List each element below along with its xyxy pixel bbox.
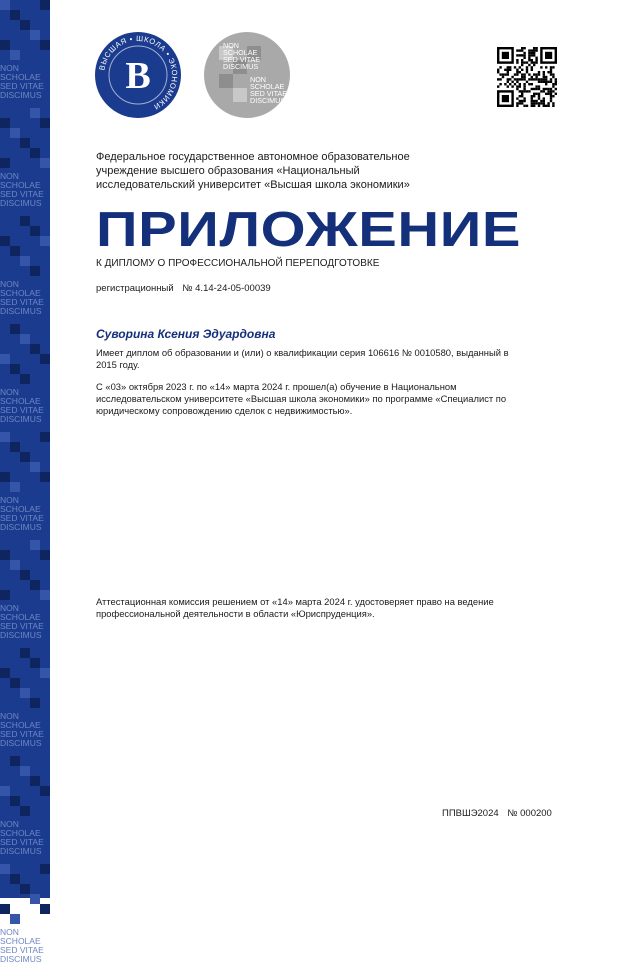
strip-block — [10, 756, 20, 766]
strip-block — [40, 864, 50, 874]
strip-block — [20, 884, 30, 894]
commission-paragraph: Аттестационная комиссия решением от «14» марта 2024 г. удостоверяет право на ведение профессиональной деятельности в области «Юриспруденция». — [96, 596, 494, 619]
strip-motto: NON SCHOLAE SED VITAE DISCIMUS — [0, 495, 44, 532]
strip-block — [20, 452, 30, 462]
strip-block — [30, 30, 40, 40]
strip-block — [30, 776, 40, 786]
education-paragraph: Имеет диплом об образовании и (или) о квалификации серия 106616 № 0010580, выданный в 2015 году. — [96, 347, 509, 370]
strip-block — [20, 766, 30, 776]
strip-block — [10, 10, 20, 20]
strip-block — [20, 688, 30, 698]
serial-line — [442, 808, 552, 819]
strip-block — [20, 334, 30, 344]
strip-block — [30, 462, 40, 472]
strip-block — [30, 226, 40, 236]
hse-monogram: В — [125, 55, 151, 97]
strip-block — [30, 658, 40, 668]
decorative-side-strip — [0, 0, 50, 964]
strip-block — [30, 894, 40, 904]
strip-block — [0, 864, 10, 874]
strip-block — [0, 158, 10, 168]
logos — [95, 32, 295, 118]
holder-name: Суворина Ксения Эдуардовна — [96, 327, 276, 341]
strip-motto: NON SCHOLAE SED VITAE DISCIMUS — [0, 387, 44, 424]
strip-block — [10, 128, 20, 138]
strip-block — [20, 256, 30, 266]
registration-line — [96, 283, 271, 294]
strip-block — [10, 914, 20, 924]
strip-block — [40, 354, 50, 364]
training-paragraph: С «03» октября 2023 г. по «14» марта 2024 г. прошел(а) обучение в Национальном исследовательском университете «Высшая школа экономики» по программе «Специалист по юридическому сопровождению сделок с недвижимостью». — [96, 381, 507, 416]
document-title: ПРИЛОЖЕНИЕ — [96, 203, 522, 257]
strip-block — [40, 668, 50, 678]
qr-code — [497, 47, 557, 107]
strip-block — [10, 796, 20, 806]
strip-block — [40, 786, 50, 796]
strip-block — [30, 148, 40, 158]
registration-label: регистрационный — [96, 283, 174, 294]
hse-ring-text: ВЫСШАЯ • ШКОЛА • ЭКОНОМИКИ — [97, 33, 180, 112]
strip-block — [0, 0, 10, 10]
strip-block — [0, 40, 10, 50]
strip-block — [40, 40, 50, 50]
strip-block — [10, 324, 20, 334]
strip-motto: NON SCHOLAE SED VITAE DISCIMUS — [0, 63, 44, 100]
strip-block — [0, 354, 10, 364]
strip-block — [0, 236, 10, 246]
serial-series: ППВШЭ2024 — [442, 808, 499, 819]
strip-block — [20, 216, 30, 226]
strip-block — [0, 590, 10, 600]
strip-block — [20, 648, 30, 658]
registration-number: № 4.14-24-05-00039 — [182, 283, 271, 294]
svg-text:NONSCHOLAESED VITAEDISCIMUS: NON SCHOLAE SED VITAE DISCIMUS — [250, 75, 288, 105]
serial-number: № 000200 — [507, 808, 552, 819]
strip-block — [10, 364, 20, 374]
strip-block — [10, 482, 20, 492]
strip-block — [20, 20, 30, 30]
strip-block — [10, 678, 20, 688]
strip-block — [30, 698, 40, 708]
strip-block — [10, 874, 20, 884]
strip-block — [0, 118, 10, 128]
strip-block — [20, 138, 30, 148]
strip-block — [0, 904, 10, 914]
organization-name: Федеральное государственное автономное образовательное учреждение высшего образования «Национальный исследовательский университет «Высшая школа экономики» — [96, 151, 410, 191]
strip-block — [10, 560, 20, 570]
strip-block — [40, 158, 50, 168]
strip-block — [40, 432, 50, 442]
strip-block — [30, 266, 40, 276]
strip-motto: NON SCHOLAE SED VITAE DISCIMUS — [0, 171, 44, 208]
strip-block — [40, 590, 50, 600]
strip-block — [40, 118, 50, 128]
strip-block — [0, 786, 10, 796]
strip-block — [40, 550, 50, 560]
strip-block — [20, 570, 30, 580]
strip-block — [0, 668, 10, 678]
strip-block — [0, 432, 10, 442]
strip-block — [0, 550, 10, 560]
strip-block — [0, 472, 10, 482]
strip-motto: NON SCHOLAE SED VITAE DISCIMUS — [0, 711, 44, 748]
strip-motto: NON SCHOLAE SED VITAE DISCIMUS — [0, 927, 44, 964]
silver-motto-logo — [204, 32, 290, 118]
strip-block — [10, 246, 20, 256]
strip-block — [30, 344, 40, 354]
strip-block — [20, 806, 30, 816]
strip-motto: NON SCHOLAE SED VITAE DISCIMUS — [0, 603, 44, 640]
strip-block — [40, 472, 50, 482]
strip-block — [40, 904, 50, 914]
document-subtitle: К ДИПЛОМУ О ПРОФЕССИОНАЛЬНОЙ ПЕРЕПОДГОТОВКЕ — [96, 258, 380, 269]
strip-block — [40, 236, 50, 246]
strip-block — [40, 0, 50, 10]
strip-block — [10, 442, 20, 452]
strip-block — [20, 374, 30, 384]
strip-block — [10, 50, 20, 60]
strip-block — [30, 108, 40, 118]
strip-block — [30, 580, 40, 590]
hse-logo — [95, 32, 181, 118]
strip-motto: NON SCHOLAE SED VITAE DISCIMUS — [0, 819, 44, 856]
svg-text:NONSCHOLAESED VITAEDISCIMUS: NON SCHOLAE SED VITAE DISCIMUS — [223, 41, 261, 71]
strip-motto: NON SCHOLAE SED VITAE DISCIMUS — [0, 279, 44, 316]
strip-block — [30, 540, 40, 550]
